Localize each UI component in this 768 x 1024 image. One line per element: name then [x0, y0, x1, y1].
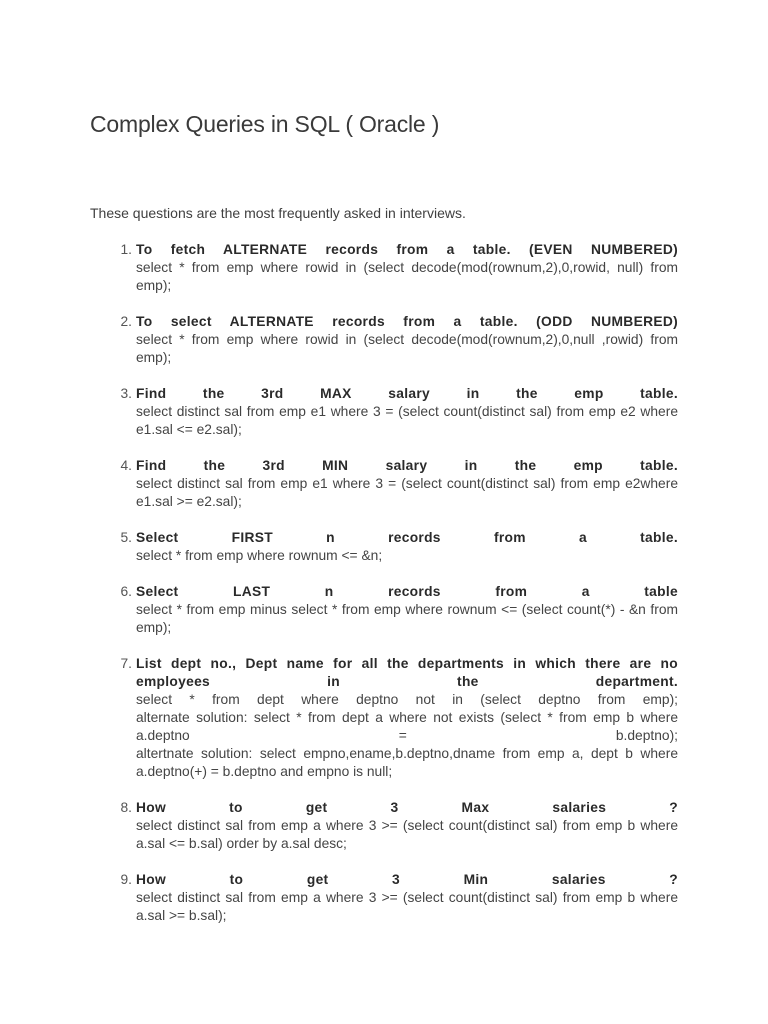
list-item	[90, 583, 678, 637]
list-item	[90, 241, 678, 295]
question-title: Find the 3rd MIN salary in the emp table.	[136, 458, 678, 473]
question-list	[90, 241, 678, 943]
page-title: Complex Queries in SQL ( Oracle )	[90, 111, 440, 137]
list-item	[90, 655, 678, 781]
item-number: 3.	[120, 386, 132, 401]
item-number: 9.	[120, 872, 132, 887]
list-item	[90, 799, 678, 853]
sql-query: select * from emp where rownum <= &n;	[136, 548, 383, 563]
list-item	[90, 457, 678, 511]
question-title	[136, 655, 678, 691]
sql-query: select * from emp minus select * from emp where rownum <= (select count(*) - &n from emp);	[136, 602, 678, 635]
question-title-line: employees in the department.	[136, 674, 678, 689]
item-number: 6.	[120, 584, 132, 599]
question-title-line: List dept no., Dept name for all the departments in which there are no	[136, 656, 678, 671]
item-number: 2.	[120, 314, 132, 329]
question-title: To fetch ALTERNATE records from a table. (EVEN NUMBERED)	[136, 242, 678, 257]
list-item	[90, 529, 678, 565]
sql-query: select distinct sal from emp a where 3 >= (select count(distinct sal) from emp b where a.sal >= b.sal);	[136, 890, 678, 923]
question-title: How to get 3 Max salaries ?	[136, 800, 678, 815]
question-title: To select ALTERNATE records from a table. (ODD NUMBERED)	[136, 314, 678, 329]
sql-query: select distinct sal from emp a where 3 >= (select count(distinct sal) from emp b where a.sal <= b.sal) order by a.sal desc;	[136, 818, 678, 851]
intro-text: These questions are the most frequently asked in interviews.	[90, 205, 466, 221]
sql-query: select * from emp where rowid in (select decode(mod(rownum,2),0,null ,rowid) from emp);	[136, 332, 678, 365]
list-item	[90, 385, 678, 439]
sql-query: select distinct sal from emp e1 where 3 = (select count(distinct sal) from emp e2 where e1.sal <= e2.sal);	[136, 404, 678, 437]
sql-query: altertnate solution: select empno,ename,b.deptno,dname from emp a, dept b where a.deptno(+) = b.deptno and empno is null;	[136, 746, 678, 779]
item-number: 8.	[120, 800, 132, 815]
sql-query: select * from dept where deptno not in (select deptno from emp);	[136, 692, 678, 707]
list-item	[90, 313, 678, 367]
question-title: How to get 3 Min salaries ?	[136, 872, 678, 887]
sql-query: alternate solution: select * from dept a where not exists (select * from emp b where a.deptno = b.deptno);	[136, 710, 678, 743]
sql-query: select * from emp where rowid in (select decode(mod(rownum,2),0,rowid, null) from emp);	[136, 260, 678, 293]
item-number: 1.	[120, 242, 132, 257]
question-title: Select LAST n records from a table	[136, 584, 678, 599]
question-title: Select FIRST n records from a table.	[136, 530, 678, 545]
item-number: 4.	[120, 458, 132, 473]
list-item	[90, 871, 678, 925]
question-title: Find the 3rd MAX salary in the emp table.	[136, 386, 678, 401]
item-number: 7.	[120, 656, 132, 671]
item-number: 5.	[120, 530, 132, 545]
sql-query: select distinct sal from emp e1 where 3 = (select count(distinct sal) from emp e2where e1.sal >= e2.sal);	[136, 476, 678, 509]
